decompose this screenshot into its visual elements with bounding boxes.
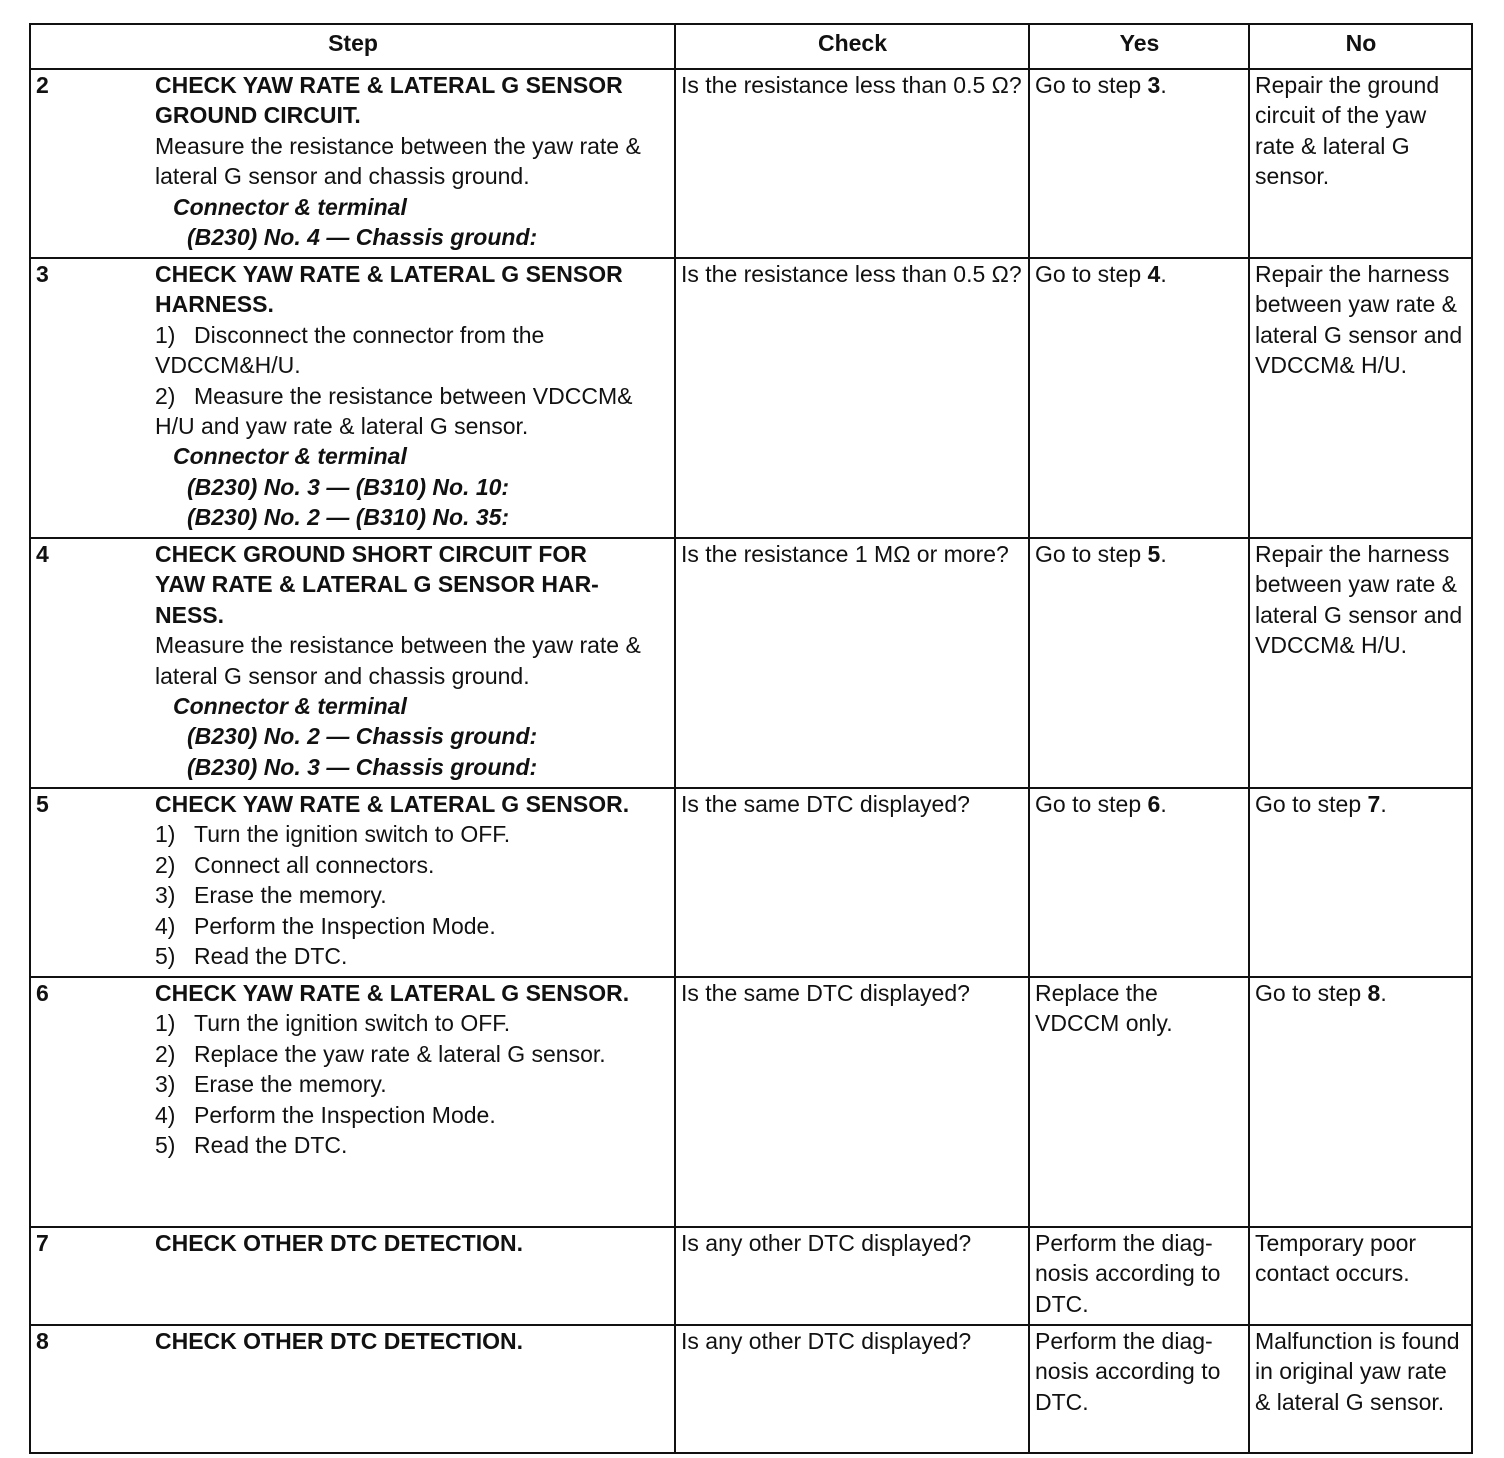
yes-cell: Perform the diag- nosis according to DTC. [1029, 1325, 1249, 1453]
header-row [30, 24, 1472, 69]
yes-step-number: 4 [1147, 261, 1161, 287]
no-prefix: Go to step [1255, 980, 1368, 1006]
step-title: CHECK GROUND SHORT CIRCUIT FOR [155, 541, 587, 567]
yes-step-number: 6 [1147, 791, 1161, 817]
header-no: No [1249, 24, 1472, 69]
terminal-spec: (B230) No. 3 — Chassis ground: [187, 753, 538, 780]
header-step: Step [30, 24, 675, 69]
check-cell: Is the same DTC displayed? [675, 788, 1029, 977]
connector-label: Connector & terminal [173, 693, 407, 720]
check-cell: Is the resistance less than 0.5 Ω? [675, 69, 1029, 258]
table-row [30, 69, 1472, 258]
step-description: Measure the resistance between the yaw rate & [155, 632, 641, 659]
yes-cell: Replace the VDCCM only. [1029, 977, 1249, 1227]
no-prefix: Go to step [1255, 791, 1368, 817]
connector-label: Connector & terminal [173, 193, 407, 220]
step-description: Measure the resistance between the yaw rate & [155, 132, 641, 159]
no-suffix: . [1380, 791, 1387, 817]
list-item: 2) Connect all connectors. [155, 851, 435, 878]
list-item: 1) Disconnect the connector from the [155, 321, 545, 348]
no-cell: Temporary poor contact occurs. [1249, 1227, 1472, 1325]
step-cell [30, 69, 675, 258]
no-step-number: 8 [1367, 980, 1381, 1006]
list-item: 2) Replace the yaw rate & lateral G sensor. [155, 1040, 606, 1067]
list-item: 4) Perform the Inspection Mode. [155, 1101, 496, 1128]
list-item: 4) Perform the Inspection Mode. [155, 912, 496, 939]
table-row [30, 1325, 1472, 1453]
terminal-spec: (B230) No. 2 — (B310) No. 35: [187, 504, 510, 531]
yes-cell [1029, 788, 1249, 977]
yes-cell [1029, 69, 1249, 258]
step-title: HARNESS. [155, 291, 274, 318]
list-item: 5) Read the DTC. [155, 943, 348, 970]
step-number: 5 [36, 791, 49, 817]
step-title: CHECK OTHER DTC DETECTION. [155, 1230, 523, 1256]
yes-step-number: 5 [1147, 541, 1161, 567]
table-row [30, 258, 1472, 538]
step-number: 4 [36, 541, 49, 567]
header-check: Check [675, 24, 1029, 69]
step-description: lateral G sensor and chassis ground. [155, 163, 530, 190]
table-row [30, 538, 1472, 788]
step-number: 3 [36, 261, 49, 287]
terminal-spec: (B230) No. 3 — (B310) No. 10: [187, 473, 510, 500]
step-title: CHECK YAW RATE & LATERAL G SENSOR. [155, 980, 630, 1006]
yes-suffix: . [1160, 261, 1167, 287]
yes-suffix: . [1160, 791, 1167, 817]
check-cell: Is any other DTC displayed? [675, 1227, 1029, 1325]
yes-prefix: Go to step [1035, 72, 1148, 98]
step-cell [30, 977, 675, 1227]
step-number: 7 [36, 1230, 49, 1256]
terminal-spec: (B230) No. 4 — Chassis ground: [187, 224, 538, 251]
list-item: 1) Turn the ignition switch to OFF. [155, 821, 511, 848]
no-cell: Malfunction is found in original yaw rate & lateral G sensor. [1249, 1325, 1472, 1453]
no-cell: Repair the harness between yaw rate & lateral G sensor and VDCCM& H/U. [1249, 258, 1472, 538]
step-title: CHECK YAW RATE & LATERAL G SENSOR [155, 261, 623, 287]
no-cell: Repair the ground circuit of the yaw rate & lateral G sensor. [1249, 69, 1472, 258]
step-cell [30, 1227, 675, 1325]
step-cell [30, 788, 675, 977]
table-row [30, 977, 1472, 1227]
list-item: 5) Read the DTC. [155, 1132, 348, 1159]
list-item: 3) Erase the memory. [155, 882, 387, 909]
table-row [30, 1227, 1472, 1325]
yes-suffix: . [1160, 541, 1167, 567]
step-cell [30, 1325, 675, 1453]
yes-cell [1029, 258, 1249, 538]
diagnostic-table [29, 23, 1473, 1454]
no-cell: Repair the harness between yaw rate & lateral G sensor and VDCCM& H/U. [1249, 538, 1472, 788]
check-cell: Is any other DTC displayed? [675, 1325, 1029, 1453]
table-row [30, 788, 1472, 977]
step-title: NESS. [155, 601, 225, 628]
list-item: 2) Measure the resistance between VDCCM& [155, 382, 633, 409]
no-suffix: . [1380, 980, 1387, 1006]
no-step-number: 7 [1367, 791, 1381, 817]
check-cell: Is the resistance less than 0.5 Ω? [675, 258, 1029, 538]
list-item-continuation: VDCCM&H/U. [155, 352, 301, 379]
step-title: CHECK YAW RATE & LATERAL G SENSOR. [155, 791, 630, 817]
yes-cell [1029, 538, 1249, 788]
yes-prefix: Go to step [1035, 261, 1148, 287]
step-description: lateral G sensor and chassis ground. [155, 662, 530, 689]
connector-label: Connector & terminal [173, 443, 407, 470]
step-number: 8 [36, 1328, 49, 1354]
list-item: 1) Turn the ignition switch to OFF. [155, 1010, 511, 1037]
yes-suffix: . [1160, 72, 1167, 98]
header-yes: Yes [1029, 24, 1249, 69]
no-cell [1249, 788, 1472, 977]
terminal-spec: (B230) No. 2 — Chassis ground: [187, 723, 538, 750]
step-title: YAW RATE & LATERAL G SENSOR HAR- [155, 571, 599, 598]
yes-step-number: 3 [1147, 72, 1161, 98]
step-title: CHECK OTHER DTC DETECTION. [155, 1328, 523, 1354]
no-cell [1249, 977, 1472, 1227]
step-cell [30, 538, 675, 788]
step-title: CHECK YAW RATE & LATERAL G SENSOR [155, 72, 623, 98]
list-item: 3) Erase the memory. [155, 1071, 387, 1098]
step-number: 2 [36, 72, 49, 98]
step-number: 6 [36, 980, 49, 1006]
check-cell: Is the resistance 1 MΩ or more? [675, 538, 1029, 788]
yes-prefix: Go to step [1035, 791, 1148, 817]
list-item-continuation: H/U and yaw rate & lateral G sensor. [155, 413, 529, 440]
step-title: GROUND CIRCUIT. [155, 102, 361, 129]
step-cell [30, 258, 675, 538]
check-cell: Is the same DTC displayed? [675, 977, 1029, 1227]
yes-cell: Perform the diag- nosis according to DTC. [1029, 1227, 1249, 1325]
yes-prefix: Go to step [1035, 541, 1148, 567]
